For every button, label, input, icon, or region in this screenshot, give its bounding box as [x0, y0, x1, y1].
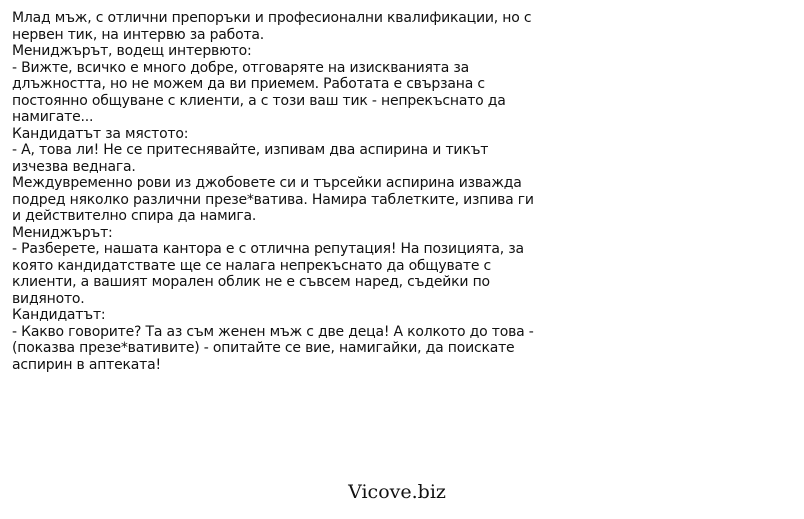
joke-line: - Вижте, всичко е много добре, отговаряте на изискванията за — [12, 59, 469, 76]
joke-line: аспирин в аптеката! — [12, 356, 161, 373]
joke-line: Междувременно рови из джобовете си и търсейки аспирина изважда — [12, 175, 522, 191]
joke-line: подред няколко различни презе*ватива. Намира таблетките, изпива ги — [12, 191, 534, 208]
joke-line: видяното. — [12, 290, 85, 307]
joke-line: клиенти, а вашият морален облик не е съвсем наред, съдейки по — [12, 274, 490, 290]
site-watermark: Vicove.biz — [348, 481, 446, 503]
joke-line: и действително спира да намига. — [12, 208, 257, 224]
joke-line: Мениджърът, водещ интервюто: — [12, 43, 252, 59]
joke-line: изчезва веднага. — [12, 158, 136, 175]
joke-line: длъжността, но не можем да ви приемем. Работата е свързана с — [12, 76, 485, 92]
joke-line: (показва презе*вативите) - опитайте се вие, намигайки, да поискате — [12, 340, 515, 356]
joke-line: - А, това ли! Не се притеснявайте, изпивам два аспирина и тикът — [12, 142, 489, 158]
joke-line: - Какво говорите? Та аз съм женен мъж с две деца! А колкото до това - — [12, 323, 534, 340]
joke-line: Мениджърът: — [12, 224, 113, 241]
joke-line: Кандидатът: — [12, 307, 106, 323]
joke-line: Кандидатът за мястото: — [12, 125, 189, 142]
joke-line: - Разберете, нашата кантора е с отлична репутация! На позицията, за — [12, 241, 524, 257]
joke-line: нервен тик, на интервю за работа. — [12, 26, 265, 43]
joke-line: намигате... — [12, 109, 94, 125]
joke-line: която кандидатствате ще се налага непрекъснато да общувате с — [12, 257, 492, 274]
joke-text — [12, 10, 597, 373]
joke-line: Млад мъж, с отлични препоръки и професионални квалификации, но с — [12, 10, 532, 26]
joke-line: постоянно общуване с клиенти, а с този ваш тик - непрекъснато да — [12, 92, 506, 109]
